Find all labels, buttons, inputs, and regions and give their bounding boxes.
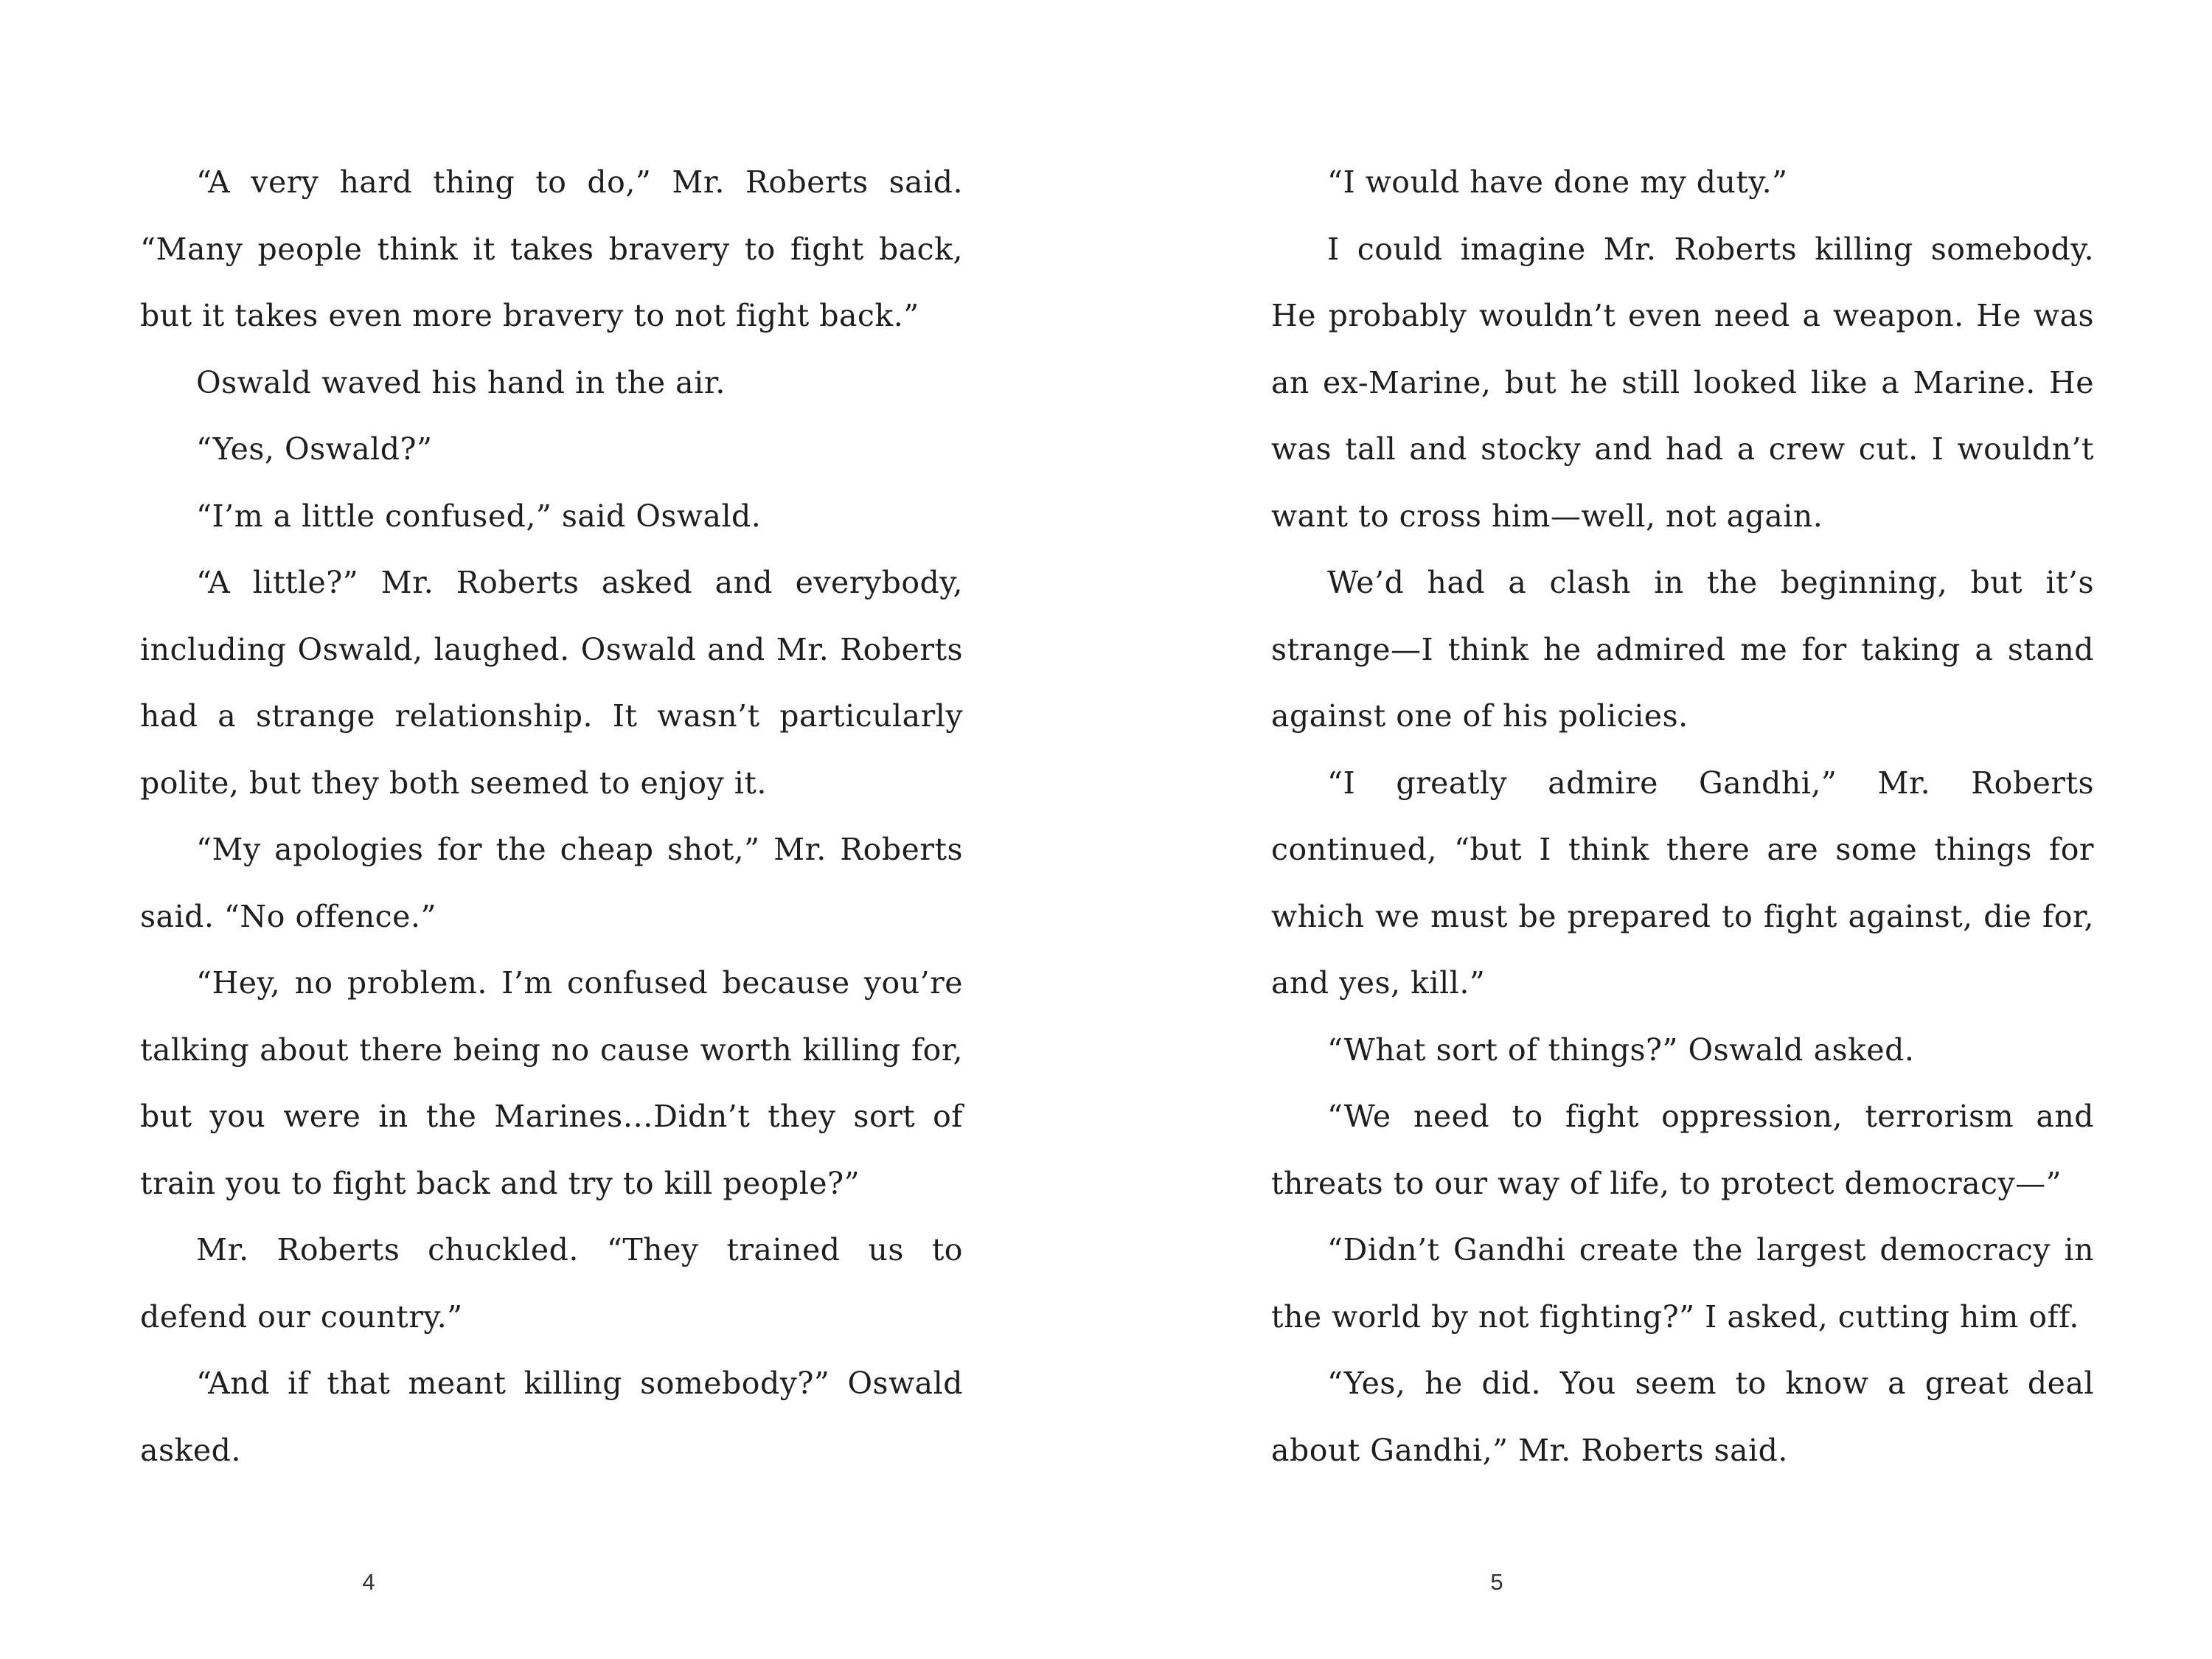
right-page-text	[1271, 149, 2094, 1484]
paragraph: Mr. Roberts chuckled. “They trained us to defend our country.”	[140, 1232, 963, 1335]
paragraph: “I would have done my duty.”	[1327, 164, 1788, 200]
right-page	[1106, 0, 2212, 1659]
paragraph: We’d had a clash in the beginning, but it’s strange—I think he admired me for taking a stand against one of his policies.	[1271, 565, 2094, 734]
paragraph: Oswald waved his hand in the air.	[196, 364, 726, 400]
paragraph: I could imagine Mr. Roberts killing somebody. He probably wouldn’t even need a weapon. He was an ex-Marine, but he still looked like a Marine. He was tall and stocky and had a crew cut. I wouldn’t want to cross him—well, not again.	[1271, 231, 2094, 534]
paragraph: “Didn’t Gandhi create the largest democracy in the world by not fighting?” I asked, cutting him off.	[1271, 1232, 2094, 1335]
paragraph: “What sort of things?” Oswald asked.	[1327, 1032, 1915, 1068]
paragraph: “Yes, Oswald?”	[196, 431, 433, 467]
paragraph: “Yes, he did. You seem to know a great deal about Gandhi,” Mr. Roberts said.	[1271, 1366, 2094, 1468]
left-page-text	[140, 149, 963, 1484]
paragraph: “We need to fight oppression, terrorism and threats to our way of life, to protect democracy—”	[1271, 1099, 2094, 1201]
paragraph: “I greatly admire Gandhi,” Mr. Roberts continued, “but I think there are some things for which we must be prepared to fight against, die for, and yes, kill.”	[1271, 765, 2094, 1001]
paragraph: “My apologies for the cheap shot,” Mr. Roberts said. “No offence.”	[140, 832, 963, 934]
page-number: 4	[362, 1569, 375, 1595]
paragraph: “I’m a little confused,” said Oswald.	[196, 498, 762, 534]
paragraph: “A very hard thing to do,” Mr. Roberts said. “Many people think it takes bravery to fight back, but it takes even more bravery to not fight back.”	[140, 164, 963, 333]
paragraph: “A little?” Mr. Roberts asked and everybody, including Oswald, laughed. Oswald and Mr. Roberts had a strange relationship. It wasn’t particularly polite, but they both seemed to enjoy it.	[140, 565, 963, 801]
page-number: 5	[1490, 1569, 1503, 1595]
paragraph: “Hey, no problem. I’m confused because you’re talking about there being no cause worth killing for, but you were in the Marines…Didn’t they sort of train you to fight back and try to kill people?”	[140, 965, 963, 1201]
paragraph: “And if that meant killing somebody?” Oswald asked.	[140, 1366, 963, 1468]
